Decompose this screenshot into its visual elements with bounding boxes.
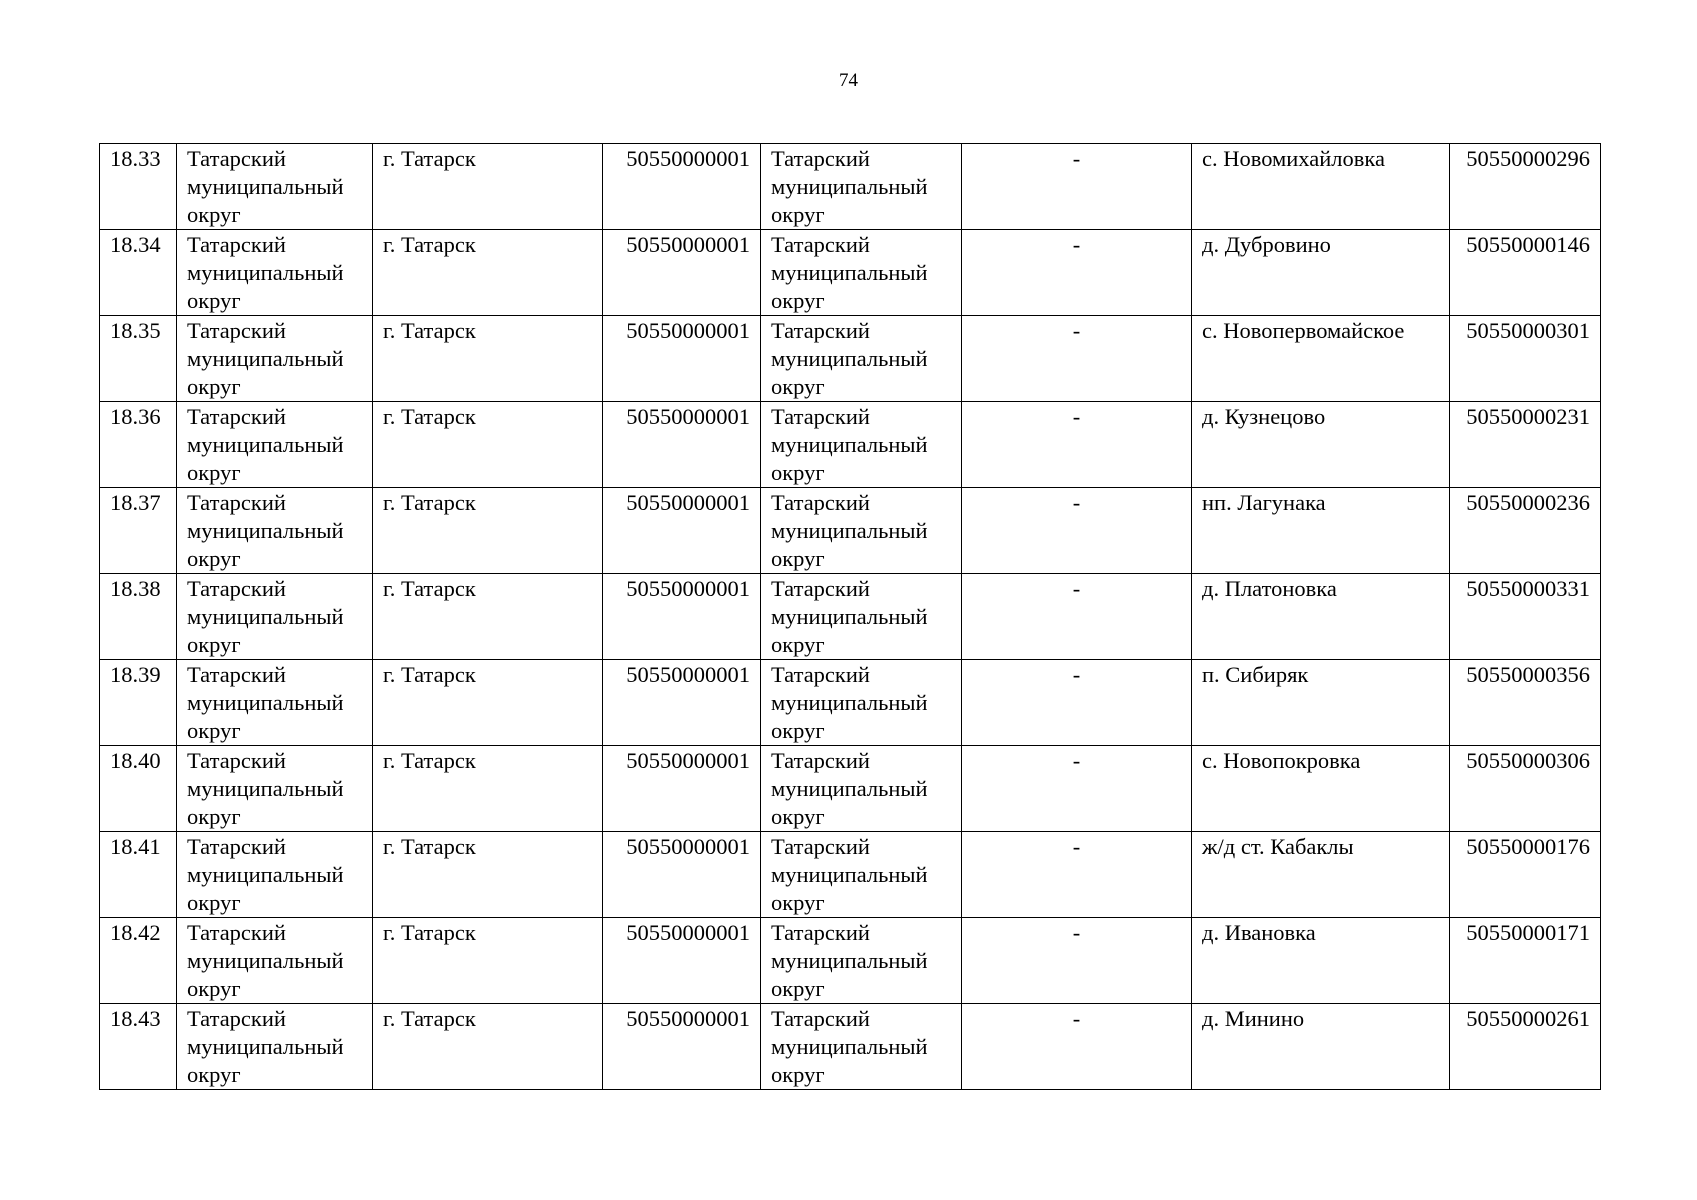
district-cell: Татарский муниципальный округ [177,660,373,746]
settlement-code-cell: 50550000146 [1450,230,1601,316]
empty-dash-cell: - [962,488,1192,574]
admin-center-cell: г. Татарск [373,488,603,574]
admin-center-code-cell: 50550000001 [603,316,761,402]
row-number-cell: 18.36 [100,402,177,488]
table-row [100,746,1601,832]
settlement-code-cell: 50550000331 [1450,574,1601,660]
admin-center-code-cell: 50550000001 [603,832,761,918]
district-cell: Татарский муниципальный округ [177,402,373,488]
admin-center-cell: г. Татарск [373,402,603,488]
empty-dash-cell: - [962,1004,1192,1090]
table-row [100,918,1601,1004]
settlement-cell: д. Дубровино [1192,230,1450,316]
admin-center-cell: г. Татарск [373,574,603,660]
table-row [100,574,1601,660]
settlement-cell: с. Новопервомайское [1192,316,1450,402]
settlement-cell: нп. Лагунака [1192,488,1450,574]
district-cell: Татарский муниципальный округ [177,1004,373,1090]
municipality-cell: Татарский муниципальный округ [761,488,962,574]
municipality-cell: Татарский муниципальный округ [761,574,962,660]
row-number-cell: 18.43 [100,1004,177,1090]
admin-center-code-cell: 50550000001 [603,574,761,660]
table-row [100,402,1601,488]
settlement-code-cell: 50550000301 [1450,316,1601,402]
settlement-cell: с. Новомихайловка [1192,144,1450,230]
admin-center-cell: г. Татарск [373,918,603,1004]
settlement-code-cell: 50550000296 [1450,144,1601,230]
settlement-cell: д. Ивановка [1192,918,1450,1004]
admin-center-code-cell: 50550000001 [603,660,761,746]
empty-dash-cell: - [962,918,1192,1004]
row-number-cell: 18.41 [100,832,177,918]
admin-center-code-cell: 50550000001 [603,144,761,230]
municipality-cell: Татарский муниципальный округ [761,660,962,746]
admin-center-code-cell: 50550000001 [603,488,761,574]
table-row [100,144,1601,230]
table-row [100,230,1601,316]
row-number-cell: 18.39 [100,660,177,746]
admin-center-cell: г. Татарск [373,316,603,402]
settlement-code-cell: 50550000261 [1450,1004,1601,1090]
admin-center-code-cell: 50550000001 [603,746,761,832]
row-number-cell: 18.35 [100,316,177,402]
empty-dash-cell: - [962,574,1192,660]
settlement-cell: д. Минино [1192,1004,1450,1090]
settlement-code-cell: 50550000236 [1450,488,1601,574]
municipality-cell: Татарский муниципальный округ [761,832,962,918]
row-number-cell: 18.37 [100,488,177,574]
admin-center-code-cell: 50550000001 [603,230,761,316]
row-number-cell: 18.40 [100,746,177,832]
settlement-code-cell: 50550000231 [1450,402,1601,488]
district-cell: Татарский муниципальный округ [177,832,373,918]
table-row [100,832,1601,918]
empty-dash-cell: - [962,144,1192,230]
table-row [100,660,1601,746]
municipality-cell: Татарский муниципальный округ [761,746,962,832]
empty-dash-cell: - [962,746,1192,832]
settlement-code-cell: 50550000356 [1450,660,1601,746]
settlement-cell: д. Кузнецово [1192,402,1450,488]
settlement-cell: с. Новопокровка [1192,746,1450,832]
admin-center-code-cell: 50550000001 [603,402,761,488]
municipality-cell: Татарский муниципальный округ [761,144,962,230]
district-cell: Татарский муниципальный округ [177,230,373,316]
municipality-cell: Татарский муниципальный округ [761,316,962,402]
municipality-cell: Татарский муниципальный округ [761,402,962,488]
municipality-cell: Татарский муниципальный округ [761,918,962,1004]
table-row [100,316,1601,402]
district-cell: Татарский муниципальный округ [177,144,373,230]
district-cell: Татарский муниципальный округ [177,488,373,574]
admin-center-code-cell: 50550000001 [603,918,761,1004]
admin-center-cell: г. Татарск [373,746,603,832]
settlement-code-cell: 50550000171 [1450,918,1601,1004]
empty-dash-cell: - [962,832,1192,918]
admin-center-cell: г. Татарск [373,230,603,316]
district-cell: Татарский муниципальный округ [177,316,373,402]
municipality-cell: Татарский муниципальный округ [761,1004,962,1090]
settlement-cell: п. Сибиряк [1192,660,1450,746]
settlement-cell: д. Платоновка [1192,574,1450,660]
district-cell: Татарский муниципальный округ [177,746,373,832]
row-number-cell: 18.38 [100,574,177,660]
table-row [100,1004,1601,1090]
district-cell: Татарский муниципальный округ [177,574,373,660]
admin-center-code-cell: 50550000001 [603,1004,761,1090]
empty-dash-cell: - [962,660,1192,746]
admin-center-cell: г. Татарск [373,144,603,230]
empty-dash-cell: - [962,402,1192,488]
settlement-code-cell: 50550000176 [1450,832,1601,918]
admin-center-cell: г. Татарск [373,832,603,918]
admin-center-cell: г. Татарск [373,1004,603,1090]
row-number-cell: 18.34 [100,230,177,316]
table-body [100,144,1601,1090]
row-number-cell: 18.33 [100,144,177,230]
settlement-cell: ж/д ст. Кабаклы [1192,832,1450,918]
row-number-cell: 18.42 [100,918,177,1004]
empty-dash-cell: - [962,316,1192,402]
empty-dash-cell: - [962,230,1192,316]
settlement-code-cell: 50550000306 [1450,746,1601,832]
district-cell: Татарский муниципальный округ [177,918,373,1004]
table-row [100,488,1601,574]
municipality-cell: Татарский муниципальный округ [761,230,962,316]
settlements-table [99,143,1601,1090]
page-number: 74 [839,70,858,91]
admin-center-cell: г. Татарск [373,660,603,746]
